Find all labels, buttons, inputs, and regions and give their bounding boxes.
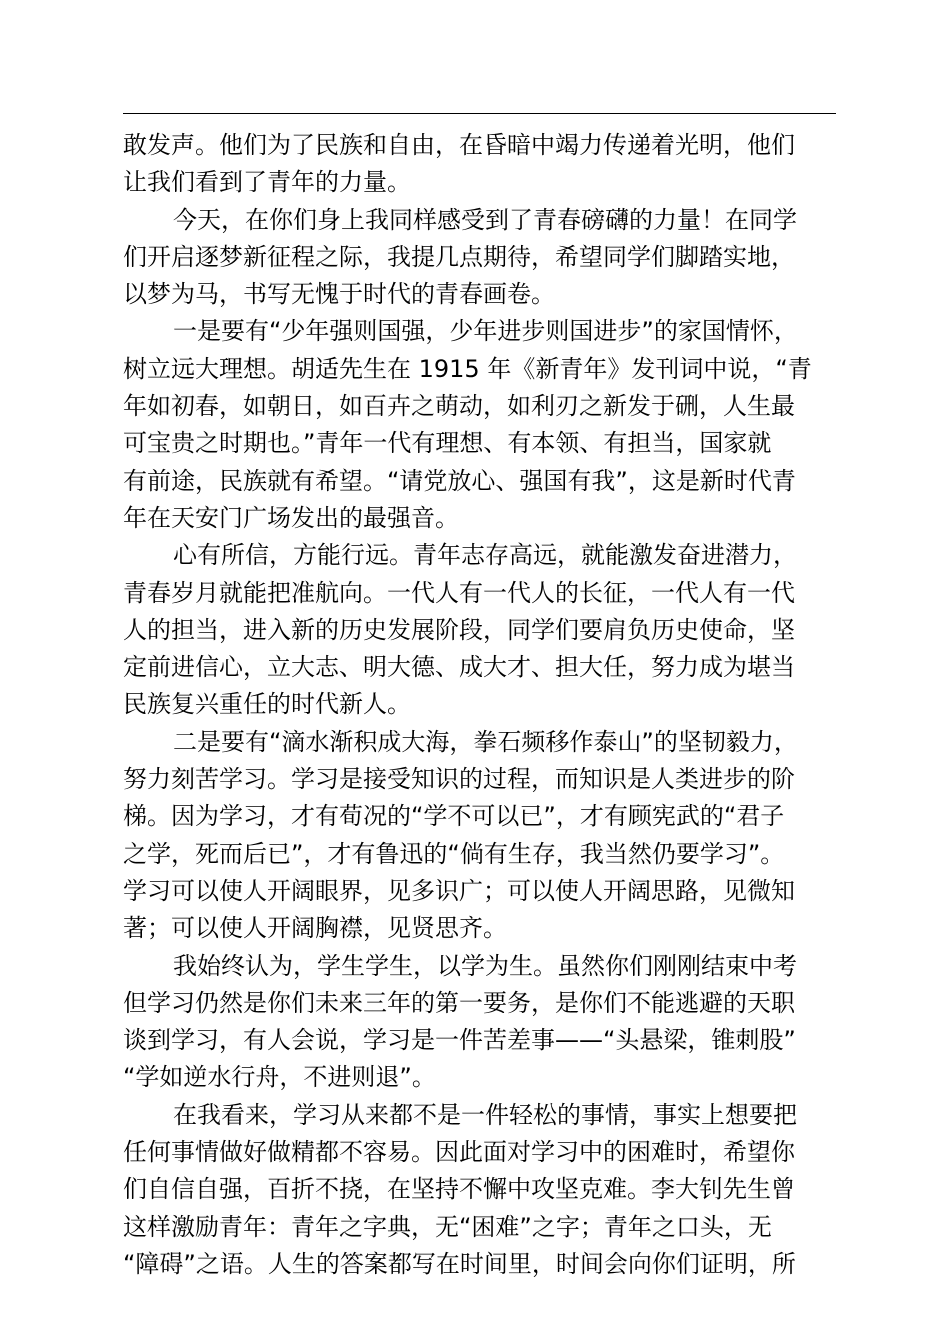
text-line: “障碍”之语。人生的答案都写在时间里，时间会向你们证明，所: [123, 1249, 796, 1278]
text-line: 青春岁月就能把准航向。一代人有一代人的长征，一代人有一代: [123, 578, 795, 607]
text-line: 让我们看到了青年的力量。: [123, 168, 411, 197]
text-line: 谈到学习，有人会说，学习是一件苦差事——“头悬梁，锥刺股”: [123, 1026, 796, 1055]
text-line: 民族复兴重任的时代新人。: [123, 690, 411, 719]
text-line: 之学，死而后已”，才有鲁迅的“倘有生存，我当然仍要学习”。: [123, 839, 785, 868]
text-line: 梯。因为学习，才有荀况的“学不可以已”，才有顾宪武的“君子: [123, 802, 785, 831]
text-line: 但学习仍然是你们未来三年的第一要务，是你们不能逃避的天职: [123, 988, 795, 1017]
text-line: 年如初春，如朝日，如百卉之萌动，如利刃之新发于硎，人生最: [123, 392, 795, 421]
paragraph-first-line: 一是要有“少年强则国强，少年进步则国进步”的家国情怀，: [173, 317, 798, 346]
text-line: 努力刻苦学习。学习是接受知识的过程，而知识是人类进步的阶: [123, 765, 795, 794]
paragraph-first-line: 我始终认为，学生学生，以学为生。虽然你们刚刚结束中考: [173, 951, 797, 980]
body-text: [123, 127, 873, 1283]
text-line: 敢发声。他们为了民族和自由，在昏暗中竭力传递着光明，他们: [123, 131, 795, 159]
text-line: 学习可以使人开阔眼界，见多识广；可以使人开阔思路，见微知: [123, 876, 795, 905]
text-line: 人的担当，进入新的历史发展阶段，同学们要肩负历史使命，坚: [123, 615, 795, 644]
text-line: 们开启逐梦新征程之际，我提几点期待，希望同学们脚踏实地，: [123, 242, 795, 271]
text-line: 定前进信心，立大志、明大德、成大才、担大任，努力成为堪当: [123, 653, 795, 682]
text-line: 年在天安门广场发出的最强音。: [123, 503, 459, 532]
text-line: 以梦为马，书写无愧于时代的青春画卷。: [123, 280, 555, 309]
text-line: 树立远大理想。胡适先生在 1915 年《新青年》发刊词中说，“青: [123, 354, 812, 383]
text-line: 可宝贵之时期也。”青年一代有理想、有本领、有担当，国家就: [123, 429, 772, 458]
text-line: 有前途，民族就有希望。“请党放心、强国有我”，这是新时代青: [123, 466, 796, 495]
header-rule: [123, 113, 836, 114]
text-line: 任何事情做好做精都不容易。因此面对学习中的困难时，希望你: [123, 1138, 795, 1167]
paragraph-first-line: 在我看来，学习从来都不是一件轻松的事情，事实上想要把: [173, 1100, 797, 1129]
paragraph-first-line: 心有所信，方能行远。青年志存高远，就能激发奋进潜力，: [173, 541, 797, 570]
text-line: 著；可以使人开阔胸襟，见贤思齐。: [123, 914, 507, 943]
text-line: 们自信自强，百折不挠，在坚持不懈中攻坚克难。李大钊先生曾: [123, 1175, 795, 1204]
text-line: 这样激励青年：青年之字典，无“困难”之字；青年之口头，无: [123, 1212, 772, 1241]
text-line: “学如逆水行舟，不进则退”。: [123, 1063, 436, 1092]
paragraph-first-line: 二是要有“滴水渐积成大海，拳石频移作泰山”的坚韧毅力，: [173, 727, 798, 756]
paragraph-first-line: 今天，在你们身上我同样感受到了青春磅礴的力量！在同学: [173, 205, 797, 234]
